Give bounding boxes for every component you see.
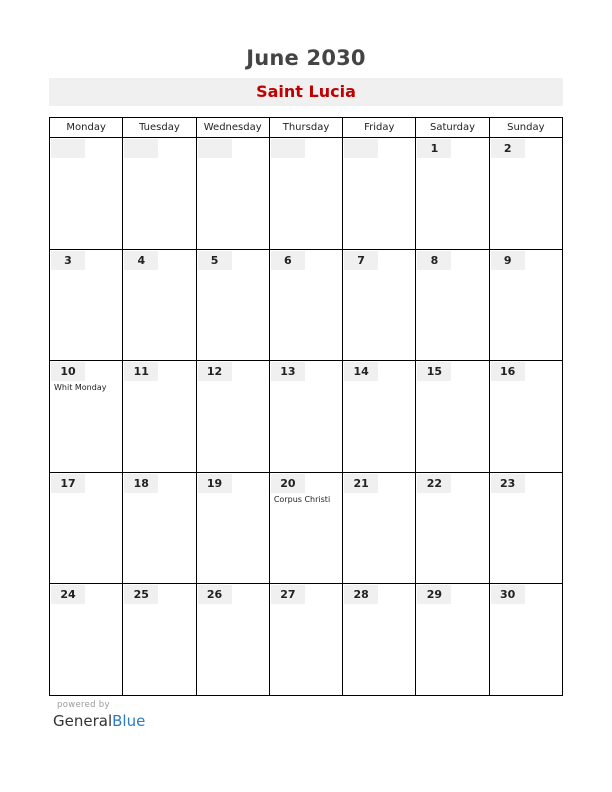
day-cell xyxy=(490,138,562,249)
day-number: 5 xyxy=(198,251,232,270)
holiday-label: Whit Monday xyxy=(54,383,107,393)
day-number: 25 xyxy=(124,585,158,604)
day-number: 6 xyxy=(271,251,305,270)
day-cell xyxy=(343,138,416,249)
day-cell xyxy=(416,584,489,695)
day-cell xyxy=(50,250,123,361)
day-number: 14 xyxy=(344,362,378,381)
day-number xyxy=(124,139,158,158)
day-number: 23 xyxy=(491,474,525,493)
day-cell xyxy=(50,473,123,584)
day-number: 12 xyxy=(198,362,232,381)
day-number: 16 xyxy=(491,362,525,381)
day-number xyxy=(271,139,305,158)
week-row xyxy=(50,584,562,695)
day-number: 2 xyxy=(491,139,525,158)
generalblue-logo[interactable] xyxy=(53,712,145,730)
country-name: Saint Lucia xyxy=(256,82,356,101)
day-cell xyxy=(50,361,123,472)
weekday-header: Thursday xyxy=(270,118,343,137)
day-cell xyxy=(490,250,562,361)
day-number: 30 xyxy=(491,585,525,604)
day-number: 9 xyxy=(491,251,525,270)
week-row xyxy=(50,138,562,250)
day-cell xyxy=(123,361,196,472)
day-number: 1 xyxy=(417,139,451,158)
day-cell xyxy=(123,584,196,695)
holiday-label: Corpus Christi xyxy=(273,494,331,504)
day-number xyxy=(198,139,232,158)
day-cell xyxy=(270,473,343,584)
day-cell xyxy=(123,473,196,584)
day-cell xyxy=(416,361,489,472)
weekday-header: Wednesday xyxy=(197,118,270,137)
day-cell xyxy=(197,250,270,361)
day-cell xyxy=(343,473,416,584)
day-number: 29 xyxy=(417,585,451,604)
day-cell xyxy=(270,250,343,361)
day-number: 3 xyxy=(51,251,85,270)
powered-by-text: powered by xyxy=(57,700,110,710)
day-number: 28 xyxy=(344,585,378,604)
day-number: 8 xyxy=(417,251,451,270)
day-cell xyxy=(123,138,196,249)
day-cell xyxy=(490,473,562,584)
calendar-grid xyxy=(49,117,563,696)
day-number: 17 xyxy=(51,474,85,493)
day-number: 11 xyxy=(124,362,158,381)
day-cell xyxy=(270,138,343,249)
day-cell xyxy=(343,250,416,361)
week-row xyxy=(50,473,562,585)
weekday-header: Monday xyxy=(50,118,123,137)
day-cell xyxy=(416,138,489,249)
day-number: 19 xyxy=(198,474,232,493)
day-cell xyxy=(270,584,343,695)
brand-blue: Blue xyxy=(112,712,146,730)
day-cell xyxy=(197,361,270,472)
day-number: 18 xyxy=(124,474,158,493)
day-cell xyxy=(490,584,562,695)
day-cell xyxy=(490,361,562,472)
weekday-header: Tuesday xyxy=(123,118,196,137)
day-number: 20 xyxy=(271,474,305,493)
day-cell xyxy=(50,584,123,695)
day-number: 4 xyxy=(124,251,158,270)
day-cell xyxy=(123,250,196,361)
day-cell xyxy=(197,473,270,584)
day-cell xyxy=(416,250,489,361)
day-number: 13 xyxy=(271,362,305,381)
day-number xyxy=(344,139,378,158)
day-number: 15 xyxy=(417,362,451,381)
day-cell xyxy=(416,473,489,584)
day-cell xyxy=(197,138,270,249)
weekday-header: Sunday xyxy=(507,122,545,133)
day-number: 27 xyxy=(271,585,305,604)
day-number xyxy=(51,139,85,158)
day-number: 10 xyxy=(51,362,85,381)
day-cell xyxy=(197,584,270,695)
weeks-container xyxy=(50,138,562,695)
country-banner xyxy=(49,78,563,106)
day-cell xyxy=(270,361,343,472)
weekday-header-row xyxy=(50,118,562,138)
day-cell xyxy=(343,584,416,695)
weekday-header: Friday xyxy=(343,118,416,137)
week-row xyxy=(50,361,562,473)
day-number: 22 xyxy=(417,474,451,493)
day-number: 7 xyxy=(344,251,378,270)
day-cell xyxy=(50,138,123,249)
calendar-title: June 2030 xyxy=(246,46,366,70)
brand-general: General xyxy=(53,712,113,730)
week-row xyxy=(50,250,562,362)
day-cell xyxy=(343,361,416,472)
weekday-header: Saturday xyxy=(416,118,489,137)
day-number: 21 xyxy=(344,474,378,493)
day-number: 24 xyxy=(51,585,85,604)
day-number: 26 xyxy=(198,585,232,604)
